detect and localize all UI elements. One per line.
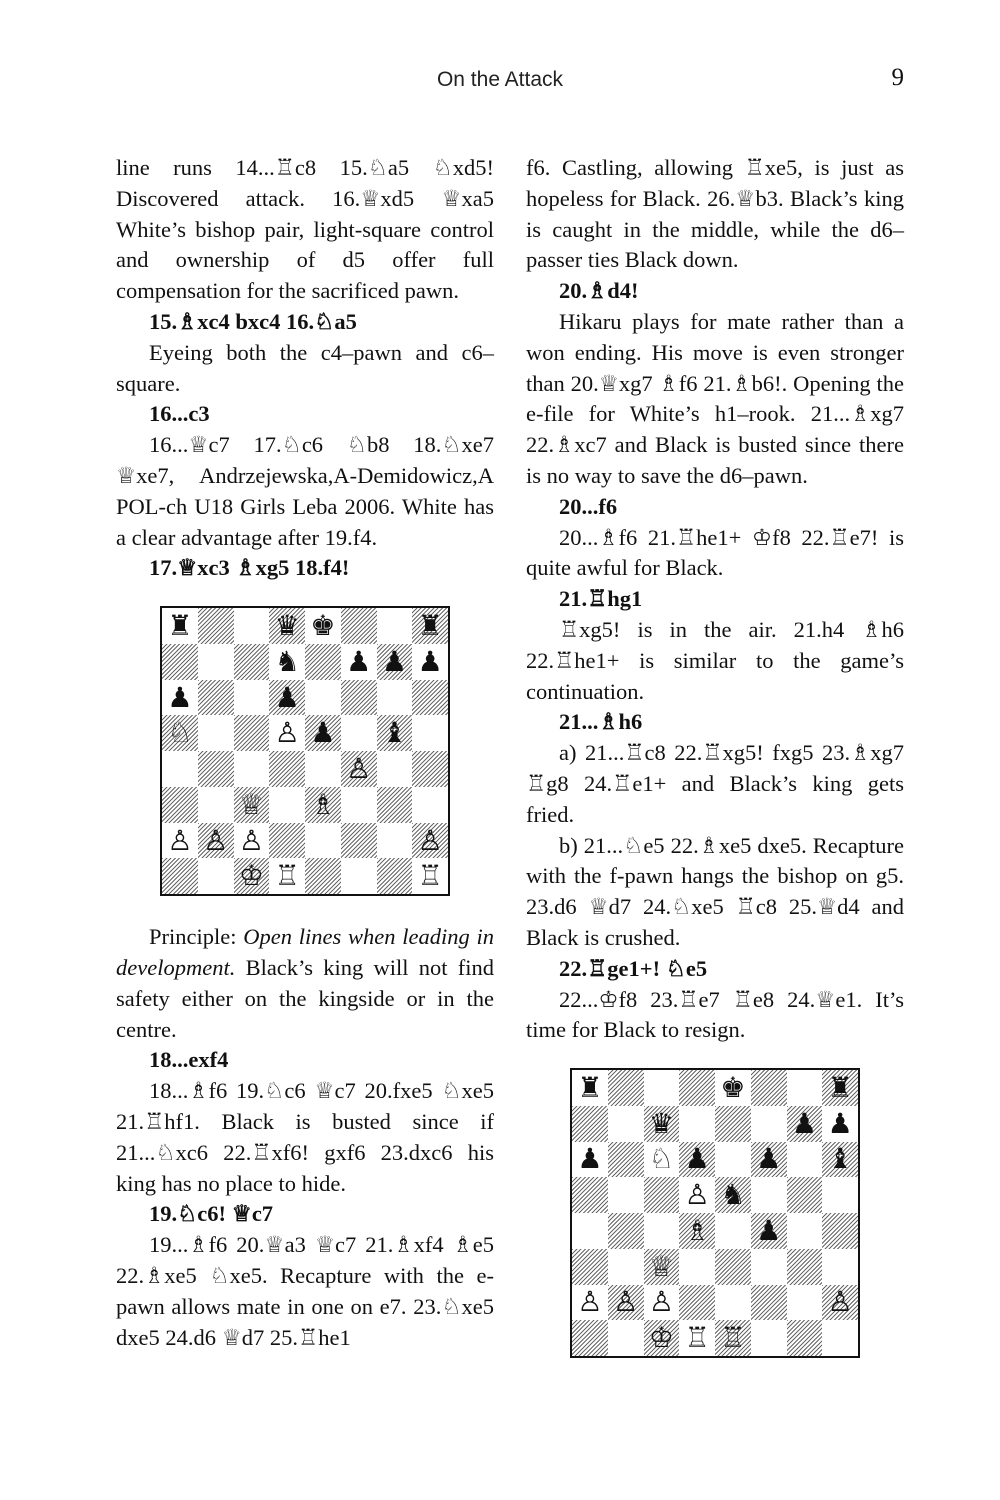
square-h6 xyxy=(412,680,448,716)
chess-piece-icon: ♟ xyxy=(167,680,193,714)
square-d1 xyxy=(679,1320,715,1356)
move-heading: 17.♕xc3 ♗xg5 18.f4! xyxy=(149,555,350,581)
square-d4 xyxy=(269,751,305,787)
square-e3 xyxy=(715,1249,751,1285)
square-c5 xyxy=(234,715,270,751)
chess-piece-icon: ♜ xyxy=(417,609,443,643)
square-a8 xyxy=(162,608,198,644)
square-e4 xyxy=(305,751,341,787)
square-f3 xyxy=(341,787,377,823)
square-c3 xyxy=(234,787,270,823)
square-b3 xyxy=(608,1249,644,1285)
chess-piece-icon: ♙ xyxy=(274,716,300,750)
square-b4 xyxy=(198,751,234,787)
square-b6 xyxy=(198,680,234,716)
square-a5 xyxy=(162,715,198,751)
square-a6 xyxy=(162,680,198,716)
square-h2 xyxy=(822,1285,858,1321)
annotation-paragraph: 20...♗f6 21.♖he1+ ♔f8 22.♖e7! is quite awful for Black. xyxy=(526,524,904,581)
square-e2 xyxy=(715,1285,751,1321)
square-f1 xyxy=(341,858,377,894)
diagram-2-wrapper xyxy=(526,1068,904,1358)
square-d7 xyxy=(269,644,305,680)
square-c8 xyxy=(644,1070,680,1106)
principle-explanation: Black’s king will not find safety either on the kingside or in the centre. xyxy=(116,954,494,1042)
square-b1 xyxy=(198,858,234,894)
annotation-paragraph: a) 21...♖c8 22.♖xg5! fxg5 23.♗xg7 ♖g8 24.♖e1+ and Black’s king gets fried. xyxy=(526,740,904,827)
square-f6 xyxy=(751,1142,787,1178)
chess-piece-icon: ♗ xyxy=(684,1213,710,1247)
square-a7 xyxy=(162,644,198,680)
chess-piece-icon: ♟ xyxy=(827,1106,853,1140)
square-e6 xyxy=(715,1142,751,1178)
left-column xyxy=(116,153,494,1353)
chess-piece-icon: ♙ xyxy=(577,1285,603,1319)
chess-piece-icon: ♙ xyxy=(613,1285,639,1319)
chess-piece-icon: ♙ xyxy=(238,823,264,857)
square-h3 xyxy=(822,1249,858,1285)
square-h1 xyxy=(822,1320,858,1356)
chess-piece-icon: ♚ xyxy=(720,1070,746,1104)
square-d5 xyxy=(679,1177,715,1213)
square-d6 xyxy=(269,680,305,716)
chess-piece-icon: ♛ xyxy=(274,609,300,643)
chess-piece-icon: ♙ xyxy=(827,1285,853,1319)
move-heading: 21.♖hg1 xyxy=(559,586,643,612)
chess-piece-icon: ♟ xyxy=(417,644,443,678)
square-c2 xyxy=(234,823,270,859)
chess-piece-icon: ♘ xyxy=(167,716,193,750)
square-b5 xyxy=(198,715,234,751)
square-b8 xyxy=(608,1070,644,1106)
square-b2 xyxy=(608,1285,644,1321)
square-c6 xyxy=(234,680,270,716)
square-h7 xyxy=(822,1106,858,1142)
square-c1 xyxy=(644,1320,680,1356)
annotation-paragraph: b) 21...♘e5 22.♗xe5 dxe5. Recapture with the f-pawn hangs the bishop on g5. 23.d6 ♕d7 24.♘xe5 ♖c8 25.♕d4 and Black is crushed. xyxy=(526,832,904,950)
chess-piece-icon: ♟ xyxy=(274,680,300,714)
square-d7 xyxy=(679,1106,715,1142)
square-d8 xyxy=(269,608,305,644)
square-a4 xyxy=(572,1213,608,1249)
square-g3 xyxy=(787,1249,823,1285)
chess-piece-icon: ♖ xyxy=(274,859,300,893)
square-f7 xyxy=(751,1106,787,1142)
chess-piece-icon: ♝ xyxy=(827,1142,853,1176)
square-h5 xyxy=(412,715,448,751)
square-a5 xyxy=(572,1177,608,1213)
square-d3 xyxy=(269,787,305,823)
square-e2 xyxy=(305,823,341,859)
chess-piece-icon: ♕ xyxy=(238,787,264,821)
square-d3 xyxy=(679,1249,715,1285)
chess-piece-icon: ♙ xyxy=(203,823,229,857)
annotation-paragraph: f6. Castling, allowing ♖xe5, is just as hopeless for Black. 26.♕b3. Black’s king is caught in the middle, while the d6–passer ties Black down. xyxy=(526,155,904,273)
square-a2 xyxy=(162,823,198,859)
diagram-1-wrapper xyxy=(116,606,494,896)
square-g6 xyxy=(377,680,413,716)
chess-piece-icon: ♖ xyxy=(720,1321,746,1355)
square-c8 xyxy=(234,608,270,644)
chess-piece-icon: ♞ xyxy=(720,1178,746,1212)
left-column-top-text xyxy=(116,153,494,584)
square-f5 xyxy=(341,715,377,751)
square-h7 xyxy=(412,644,448,680)
annotation-paragraph: 18...♗f6 19.♘c6 ♕c7 20.fxe5 ♘xe5 21.♖hf1. Black is busted since if 21...♘xc6 22.♖xf6! gxf6 23.dxc6 his king has no place to hide. xyxy=(116,1078,494,1196)
square-b8 xyxy=(198,608,234,644)
chess-piece-icon: ♔ xyxy=(238,859,264,893)
square-d2 xyxy=(269,823,305,859)
square-g2 xyxy=(787,1285,823,1321)
square-e4 xyxy=(715,1213,751,1249)
square-c5 xyxy=(644,1177,680,1213)
square-f6 xyxy=(341,680,377,716)
square-e8 xyxy=(305,608,341,644)
chess-piece-icon: ♖ xyxy=(684,1321,710,1355)
move-heading: 22.♖ge1+! ♘e5 xyxy=(559,955,708,981)
square-f7 xyxy=(341,644,377,680)
square-h2 xyxy=(412,823,448,859)
square-a7 xyxy=(572,1106,608,1142)
chess-piece-icon: ♟ xyxy=(791,1106,817,1140)
chess-piece-icon: ♜ xyxy=(827,1070,853,1104)
square-h6 xyxy=(822,1142,858,1178)
square-g4 xyxy=(787,1213,823,1249)
square-b5 xyxy=(608,1177,644,1213)
square-f1 xyxy=(751,1320,787,1356)
square-d8 xyxy=(679,1070,715,1106)
square-b7 xyxy=(608,1106,644,1142)
square-g1 xyxy=(377,858,413,894)
chess-piece-icon: ♙ xyxy=(417,823,443,857)
chess-piece-icon: ♟ xyxy=(310,716,336,750)
principle-label: Principle: xyxy=(149,924,244,950)
square-a2 xyxy=(572,1285,608,1321)
page-number: 9 xyxy=(891,64,904,91)
square-e7 xyxy=(305,644,341,680)
chess-piece-icon: ♚ xyxy=(310,609,336,643)
square-a1 xyxy=(572,1320,608,1356)
square-a3 xyxy=(572,1249,608,1285)
annotation-paragraph: 22...♔f8 23.♖e7 ♖e8 24.♕e1. It’s time for Black to resign. xyxy=(526,986,904,1043)
chess-piece-icon: ♛ xyxy=(648,1106,674,1140)
chess-piece-icon: ♕ xyxy=(648,1249,674,1283)
square-g6 xyxy=(787,1142,823,1178)
right-column xyxy=(526,153,904,1384)
square-h3 xyxy=(412,787,448,823)
annotation-paragraph: ♖xg5! is in the air. 21.h4 ♗h6 22.♖he1+ is similar to the game’s continuation. xyxy=(526,616,904,704)
chess-piece-icon: ♙ xyxy=(167,823,193,857)
square-g8 xyxy=(787,1070,823,1106)
chess-piece-icon: ♟ xyxy=(381,644,407,678)
chess-piece-icon: ♝ xyxy=(381,716,407,750)
square-e1 xyxy=(305,858,341,894)
chess-piece-icon: ♟ xyxy=(756,1142,782,1176)
square-b4 xyxy=(608,1213,644,1249)
chess-piece-icon: ♙ xyxy=(648,1285,674,1319)
chess-piece-icon: ♜ xyxy=(167,609,193,643)
square-g2 xyxy=(377,823,413,859)
move-heading: 21...♗h6 xyxy=(559,709,643,735)
square-b7 xyxy=(198,644,234,680)
square-c4 xyxy=(234,751,270,787)
square-g7 xyxy=(377,644,413,680)
chess-diagram-2 xyxy=(570,1068,860,1358)
annotation-paragraph: 19...♗f6 20.♕a3 ♕c7 21.♗xf4 ♗e5 22.♗xe5 ♘xe5. Recapture with the e-pawn allows mate in one on e7. 23.♘xe5 dxe5 24.d6 ♕d7 25.♖he1 xyxy=(116,1232,494,1350)
running-head xyxy=(0,64,1000,94)
square-c6 xyxy=(644,1142,680,1178)
square-h5 xyxy=(822,1177,858,1213)
square-g7 xyxy=(787,1106,823,1142)
left-column-bottom-text xyxy=(116,922,494,1353)
annotation-paragraph: Eyeing both the c4–pawn and c6–square. xyxy=(116,339,494,396)
chess-piece-icon: ♙ xyxy=(346,752,372,786)
square-c4 xyxy=(644,1213,680,1249)
square-c1 xyxy=(234,858,270,894)
move-heading: 19.♘c6! ♕c7 xyxy=(149,1201,274,1227)
square-h1 xyxy=(412,858,448,894)
square-f2 xyxy=(751,1285,787,1321)
square-b3 xyxy=(198,787,234,823)
square-e7 xyxy=(715,1106,751,1142)
square-d2 xyxy=(679,1285,715,1321)
square-a3 xyxy=(162,787,198,823)
annotation-paragraph: 16...♕c7 17.♘c6 ♘b8 18.♘xe7 ♕xe7, Andrzejewska,A-Demidowicz,A POL-ch U18 Girls Leba 2006. White has a clear advantage after 19.f4. xyxy=(116,432,494,550)
annotation-paragraph: line runs 14...♖c8 15.♘a5 ♘xd5! Discovered attack. 16.♕xd5 ♕xa5 White’s bishop pair, light-square control and ownership of d5 offer full compensation for the sacrificed pawn. xyxy=(116,155,494,304)
square-f3 xyxy=(751,1249,787,1285)
chess-piece-icon: ♞ xyxy=(274,644,300,678)
square-d5 xyxy=(269,715,305,751)
move-heading: 20...f6 xyxy=(559,493,618,519)
square-h4 xyxy=(822,1213,858,1249)
chess-piece-icon: ♜ xyxy=(577,1070,603,1104)
chess-piece-icon: ♘ xyxy=(648,1142,674,1176)
square-h8 xyxy=(412,608,448,644)
square-e8 xyxy=(715,1070,751,1106)
square-d1 xyxy=(269,858,305,894)
square-e1 xyxy=(715,1320,751,1356)
annotation-paragraph: Hikaru plays for mate rather than a won ending. His move is even stronger than 20.♕xg7 ♗f6 21.♗b6!. Opening the e-file for White’s h1–rook. 21...♗xg7 22.♗xc7 and Black is busted since there is no way to save the d6–pawn. xyxy=(526,308,904,488)
move-heading: 18...exf4 xyxy=(149,1047,229,1073)
square-g5 xyxy=(377,715,413,751)
square-f4 xyxy=(751,1213,787,1249)
square-g1 xyxy=(787,1320,823,1356)
square-b6 xyxy=(608,1142,644,1178)
square-f8 xyxy=(341,608,377,644)
square-f5 xyxy=(751,1177,787,1213)
square-f8 xyxy=(751,1070,787,1106)
square-f2 xyxy=(341,823,377,859)
square-h8 xyxy=(822,1070,858,1106)
square-e3 xyxy=(305,787,341,823)
principle-statement: Open lines when leading in development. xyxy=(116,924,495,980)
square-c7 xyxy=(644,1106,680,1142)
square-b1 xyxy=(608,1320,644,1356)
move-heading: 20.♗d4! xyxy=(559,278,639,304)
square-c3 xyxy=(644,1249,680,1285)
square-g5 xyxy=(787,1177,823,1213)
square-b2 xyxy=(198,823,234,859)
chess-piece-icon: ♟ xyxy=(577,1142,603,1176)
move-heading: 15.♗xc4 bxc4 16.♘a5 xyxy=(149,308,357,334)
square-c2 xyxy=(644,1285,680,1321)
chess-piece-icon: ♟ xyxy=(346,644,372,678)
chess-piece-icon: ♟ xyxy=(684,1142,710,1176)
square-a1 xyxy=(162,858,198,894)
square-c7 xyxy=(234,644,270,680)
chess-diagram-1 xyxy=(160,606,450,896)
square-a4 xyxy=(162,751,198,787)
square-g8 xyxy=(377,608,413,644)
square-d4 xyxy=(679,1213,715,1249)
square-h4 xyxy=(412,751,448,787)
square-g3 xyxy=(377,787,413,823)
square-e6 xyxy=(305,680,341,716)
square-d6 xyxy=(679,1142,715,1178)
chess-piece-icon: ♔ xyxy=(648,1321,674,1355)
square-f4 xyxy=(341,751,377,787)
chess-piece-icon: ♟ xyxy=(756,1213,782,1247)
square-e5 xyxy=(715,1177,751,1213)
chess-piece-icon: ♗ xyxy=(310,787,336,821)
chess-piece-icon: ♖ xyxy=(417,859,443,893)
square-e5 xyxy=(305,715,341,751)
principle-paragraph xyxy=(116,922,494,1045)
chess-piece-icon: ♙ xyxy=(684,1178,710,1212)
square-g4 xyxy=(377,751,413,787)
square-a8 xyxy=(572,1070,608,1106)
move-heading: 16...c3 xyxy=(149,401,210,427)
running-head-title: On the Attack xyxy=(436,68,564,91)
right-column-text xyxy=(526,153,904,1046)
square-a6 xyxy=(572,1142,608,1178)
